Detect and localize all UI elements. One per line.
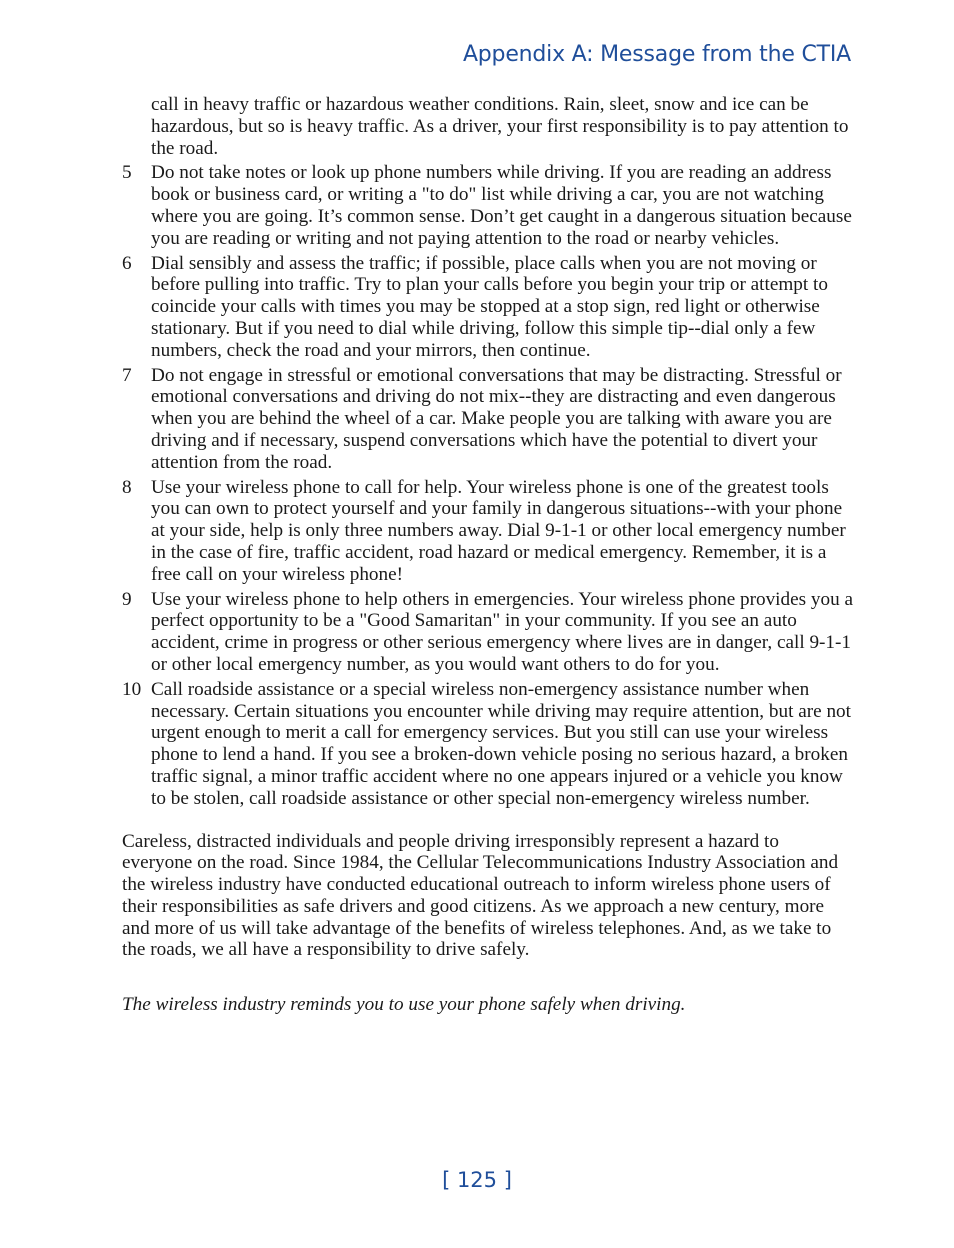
list-item-number: 7 xyxy=(122,364,132,386)
list-item-8 xyxy=(122,477,854,586)
list-item-text: Call roadside assistance or a special wireless non-emergency assistance number when necessary. Certain situations you encounter while driving may require attention, but are not urgent enough to merit a call for emergency services. But you still can use your wireless phone to lend a hand. If you see a broken-down vehicle posing no serious hazard, a broken traffic signal, a minor traffic accident where no one appears injured or a vehicle you know to be stolen, call roadside assistance or other special non-emergency wireless number. xyxy=(151,678,851,809)
list-item-number: 9 xyxy=(122,588,132,610)
list-item-9 xyxy=(122,589,854,676)
list-item-5 xyxy=(122,162,854,249)
list-item-text: Do not take notes or look up phone numbers while driving. If you are reading an address book or business card, or writing a "to do" list while driving a car, you are not watching where you are going. It’s common sense. Don’t get caught in a dangerous situation because you are reading or writing and not paying attention to the road or nearby vehicles. xyxy=(151,162,852,249)
list-item-10 xyxy=(122,679,854,810)
closing-statement: The wireless industry reminds you to use your phone safely when driving. xyxy=(122,994,686,1016)
list-item-text: Use your wireless phone to help others in emergencies. Your wireless phone provides you a perfect opportunity to be a "Good Samaritan" in your community. If you see an auto accident, crime in progress or other serious emergency where lives are in danger, call 9-1-1 or other local emergency number, as you would want others to do for you. xyxy=(151,588,853,675)
list-item-6 xyxy=(122,253,854,362)
page-number: [ 125 ] xyxy=(442,1168,512,1192)
list-item-text: Use your wireless phone to call for help. Your wireless phone is one of the greatest tools you can own to protect yourself and your family in dangerous situations--with your phone at your side, help is only three numbers away. Dial 9-1-1 or other local emergency number in the case of fire, traffic accident, road hazard or medical emergency. Remember, it is a free call on your wireless phone! xyxy=(151,476,846,585)
page-header-title: Appendix A: Message from the CTIA xyxy=(462,42,851,67)
list-item-number: 10 xyxy=(122,678,142,700)
list-item-7 xyxy=(122,365,854,474)
page-body xyxy=(122,94,854,1016)
list-item-text: Dial sensibly and assess the traffic; if possible, place calls when you are not moving or before pulling into traffic. Try to plan your calls before you begin your trip or attempt to coincide your calls with times you may be stopped at a stop sign, red light or otherwise stationary. But if you need to dial while driving, follow this simple tip--dial only a few numbers, check the road and your mirrors, then continue. xyxy=(151,252,828,361)
list-item-number: 5 xyxy=(122,162,132,184)
continued-paragraph: call in heavy traffic or hazardous weather conditions. Rain, sleet, snow and ice can be hazardous, but so is heavy traffic. As a driver, your first responsibility is to pay attention to the road. xyxy=(151,94,849,159)
list-item-number: 8 xyxy=(122,476,132,498)
body-paragraph: Careless, distracted individuals and people driving irresponsibly represent a hazard to everyone on the road. Since 1984, the Cellular Telecommunications Industry Association and the wireless industry have conducted educational outreach to inform wireless phone users of their responsibilities as safe drivers and good citizens. As we approach a new century, more and more of us will take advantage of the benefits of wireless telephones. And, as we take to the roads, we all have a responsibility to drive safely. xyxy=(122,830,839,961)
list-item-number: 6 xyxy=(122,252,132,274)
list-item-text: Do not engage in stressful or emotional conversations that may be distracting. Stressful or emotional conversations and driving do not mix--they are distracting and even dangerous when you are behind the wheel of a car. Make people you are talking with aware you are driving and if necessary, suspend conversations which have the potential to divert your attention from the road. xyxy=(151,364,842,473)
